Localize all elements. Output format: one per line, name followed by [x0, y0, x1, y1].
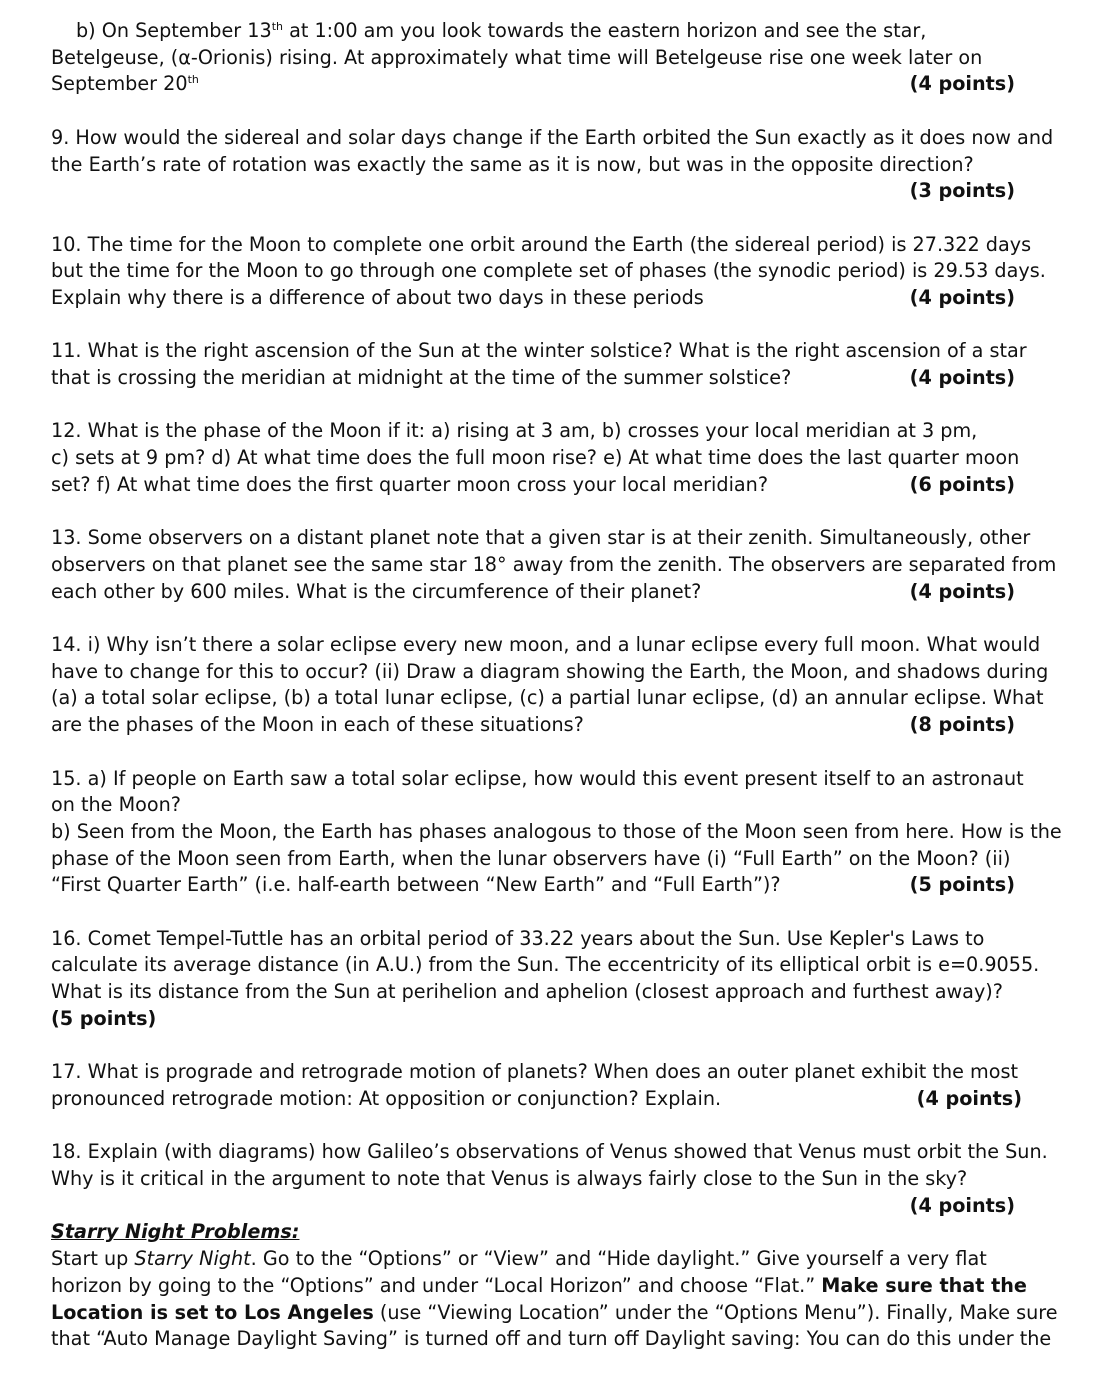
q16-line-1: 16. Comet Tempel-Tuttle has an orbital period of 33.22 years about the Sun. Use Kepler's Laws to [51, 926, 985, 950]
q11-line-2 [51, 365, 1081, 392]
q13-line-1: 13. Some observers on a distant planet note that a given star is at their zenith. Simultaneously, other [51, 526, 1031, 550]
q15-line-2: on the Moon? [51, 793, 181, 817]
q15-line-1: 15. a) If people on Earth saw a total solar eclipse, how would this event present itself to an astronaut [51, 766, 1024, 790]
q13-line-3 [51, 579, 1081, 606]
q10-line-3 [51, 285, 1081, 312]
q15-text: “First Quarter Earth” (i.e. half-earth between “New Earth” and “Full Earth”)? [51, 873, 781, 897]
q12-line-2: c) sets at 9 pm? d) At what time does the full moon rise? e) At what time does the last quarter moon [51, 446, 1020, 470]
q11-points: (4 points) [909, 366, 1015, 390]
q9-line-1: 9. How would the sidereal and solar days change if the Earth orbited the Sun exactly as it does now and [51, 125, 1054, 149]
q15-line-5 [51, 872, 1081, 899]
starry-text: (use “Viewing Location” under the “Options Menu”). Finally, Make sure [373, 1300, 1058, 1324]
starry-line-4: that “Auto Manage Daylight Saving” is turned off and turn off Daylight saving: You can do this under the [51, 1327, 1052, 1351]
q8b-text: b) On September 13 [76, 19, 272, 42]
q18-line-1: 18. Explain (with diagrams) how Galileo’s observations of Venus showed that Venus must orbit the Sun. [51, 1140, 1048, 1164]
q8b-text: September 20 [51, 72, 188, 96]
q17-points: (4 points) [916, 1086, 1022, 1110]
q10-line-1: 10. The time for the Moon to complete one orbit around the Earth (the sidereal period) is 27.322 days [51, 232, 1032, 256]
q11-line-1: 11. What is the right ascension of the Sun at the winter solstice? What is the right ascension of a star [51, 339, 1027, 363]
q17-line-1: 17. What is prograde and retrograde motion of planets? When does an outer planet exhibit the most [51, 1060, 1018, 1084]
q12-text: set? f) At what time does the first quarter moon cross your local meridian? [51, 472, 769, 496]
starry-italic-text: Starry Night [134, 1247, 251, 1271]
q8b-text: at 1:00 am you look towards the eastern horizon and see the star, [283, 19, 927, 42]
starry-text: Start up [51, 1247, 135, 1271]
starry-night-section [51, 1219, 1081, 1353]
q12-line-1: 12. What is the phase of the Moon if it: a) rising at 3 am, b) crosses your local meridian at 3 pm, [51, 419, 978, 443]
starry-text: . Go to the “Options” or “View” and “Hide daylight.” Give yourself a very flat [250, 1247, 987, 1271]
starry-text: horizon by going to the “Options” and under “Local Horizon” and choose “Flat.” [51, 1273, 822, 1297]
q16-line-3: What is its distance from the Sun at perihelion and aphelion (closest approach and furthest away)? [51, 980, 1003, 1004]
q17-line-2 [51, 1086, 1081, 1113]
q9-line-2: the Earth’s rate of rotation was exactly the same as it is now, but was in the opposite direction? [51, 152, 974, 176]
question-15 [51, 766, 1081, 900]
q12-line-3 [51, 472, 1081, 499]
section-heading: Starry Night Problems: [51, 1220, 300, 1244]
question-12 [51, 418, 1081, 498]
q8b-line-2: Betelgeuse, (α-Orionis) rising. At approximately what time will Betelgeuse rise one week later on [51, 45, 983, 69]
question-16 [51, 926, 1081, 1033]
q8b-points: (4 points) [909, 72, 1015, 96]
q15-line-3: b) Seen from the Moon, the Earth has phases analogous to those of the Moon seen from here. How is the [51, 819, 1062, 843]
starry-line-3 [51, 1300, 1081, 1327]
q18-points: (4 points) [909, 1193, 1015, 1217]
q12-points: (6 points) [909, 472, 1015, 496]
q13-points: (4 points) [909, 579, 1015, 603]
question-13 [51, 525, 1081, 605]
q8b-superscript: th [271, 20, 283, 33]
q15-line-4: phase of the Moon seen from Earth, when the lunar observers have (i) “Full Earth” on the Moon? (ii) [51, 846, 1011, 870]
starry-bold-text: Location is set to Los Angeles [51, 1300, 374, 1324]
question-18 [51, 1139, 1081, 1219]
q13-text: each other by 600 miles. What is the circumference of their planet? [51, 579, 702, 603]
question-10 [51, 232, 1081, 312]
document-page [51, 18, 1081, 1353]
q15-points: (5 points) [909, 873, 1015, 897]
q16-points: (5 points) [51, 1006, 157, 1030]
q14-points: (8 points) [909, 713, 1015, 737]
q18-line-2: Why is it critical in the argument to note that Venus is always fairly close to the Sun in the sky? [51, 1167, 968, 1191]
question-9 [51, 125, 1081, 205]
q14-line-3: (a) a total solar eclipse, (b) a total lunar eclipse, (c) a partial lunar eclipse, (d) an annular eclipse. What [51, 686, 1044, 710]
q10-points: (4 points) [909, 286, 1015, 309]
q9-points: (3 points) [909, 179, 1015, 203]
q14-text: are the phases of the Moon in each of these situations? [51, 713, 584, 737]
q8b-superscript: th [187, 73, 199, 87]
q16-line-2: calculate its average distance (in A.U.) from the Sun. The eccentricity of its elliptical orbit is e=0.9055. [51, 953, 1040, 977]
q10-line-2: but the time for the Moon to go through one complete set of phases (the synodic period) is 29.53 days. [51, 259, 1046, 283]
question-11 [51, 338, 1081, 391]
q14-line-2: have to change for this to occur? (ii) Draw a diagram showing the Earth, the Moon, and shadows during [51, 659, 1049, 683]
q10-text: Explain why there is a difference of about two days in these periods [51, 286, 704, 309]
q13-line-2: observers on that planet see the same star 18° away from the zenith. The observers are separated from [51, 552, 1057, 576]
q17-text: pronounced retrograde motion: At opposition or conjunction? Explain. [51, 1086, 722, 1110]
question-14 [51, 632, 1081, 739]
question-8b [51, 18, 1081, 98]
q11-text: that is crossing the meridian at midnight at the time of the summer solstice? [51, 366, 792, 390]
question-17 [51, 1059, 1081, 1112]
q14-line-4 [51, 712, 1081, 739]
starry-bold-text: Make sure that the [821, 1273, 1027, 1297]
q8b-line-3 [51, 71, 1081, 98]
q8b-line-1 [51, 18, 1081, 45]
starry-line-2 [51, 1273, 1081, 1300]
q14-line-1: 14. i) Why isn’t there a solar eclipse every new moon, and a lunar eclipse every full moon. What would [51, 633, 1041, 657]
starry-line-1 [51, 1246, 1081, 1273]
